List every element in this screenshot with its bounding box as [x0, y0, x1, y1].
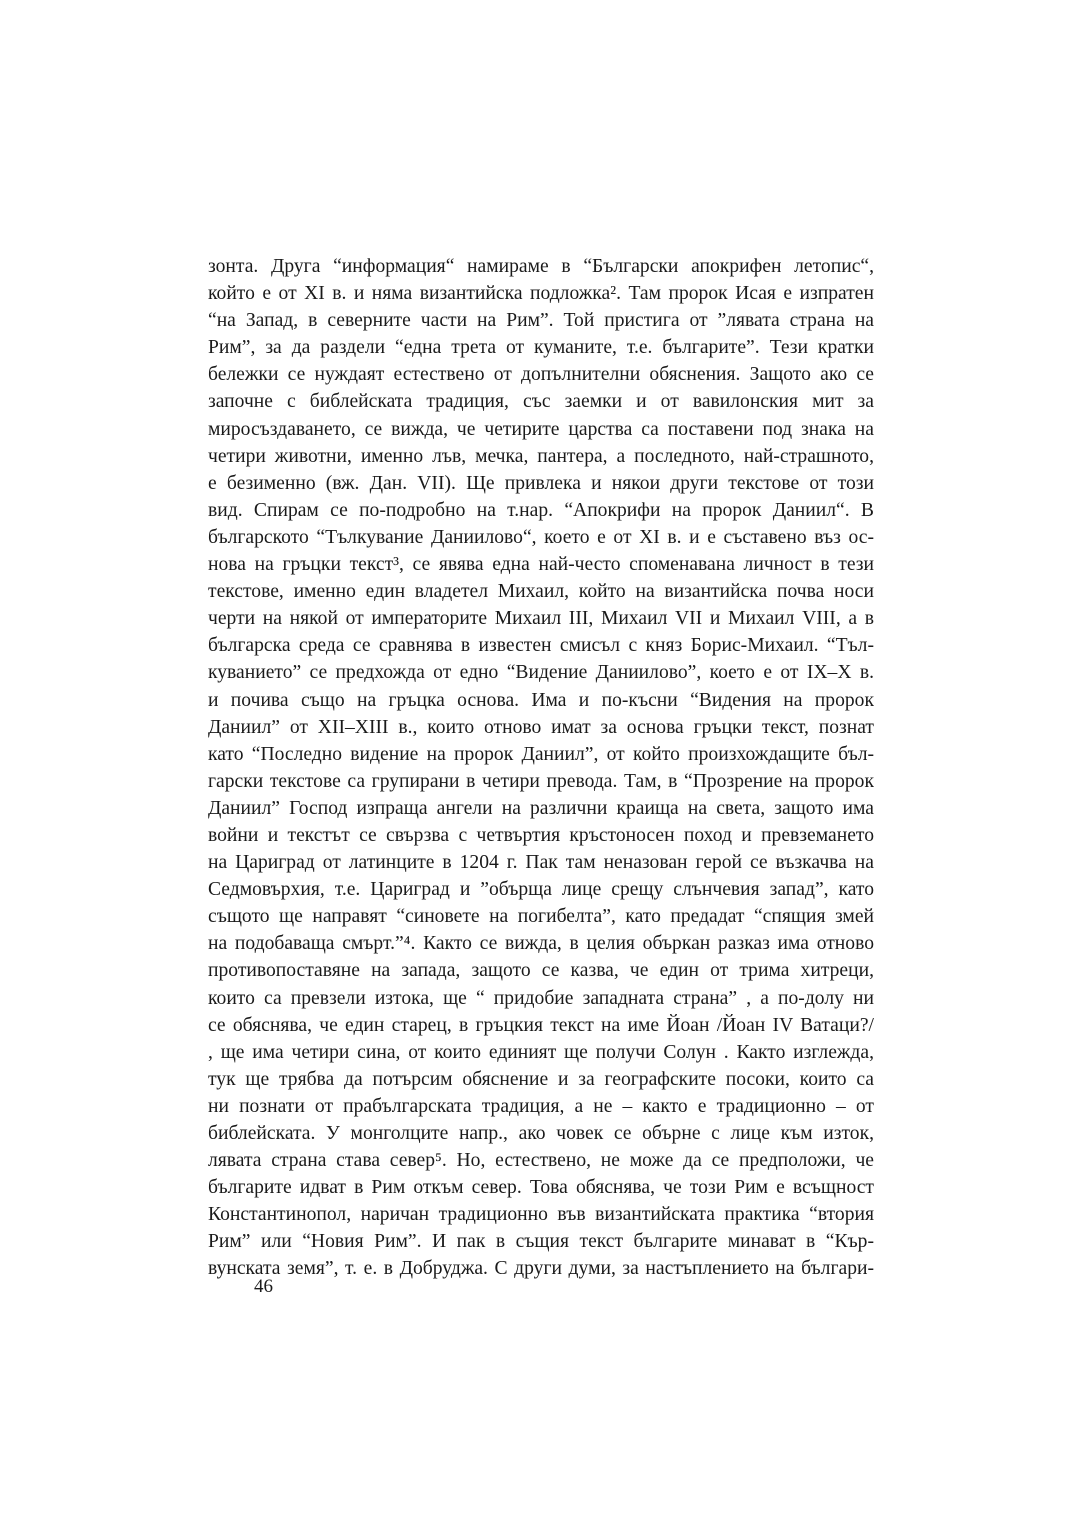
text-line: българското “Тълкувание Даниилово“, което е от XI в. и е съставено въз ос- — [208, 526, 874, 548]
text-line: лявата страна става север⁵. Но, естествено, не може да се предположи, че — [208, 1150, 874, 1172]
text-line: на Цариград от латинците в 1204 г. Пак там неназован герой се възкачва на — [208, 852, 874, 874]
text-line: започне с библейската традиция, със заемки и от вавилонския мит за — [208, 391, 874, 413]
text-line: нова на гръцки текст³, се явява една най-често споменавана личност в тези — [208, 554, 874, 576]
text-line: гарски текстове са групирани в четири превода. Там, в “Прозрение на пророк — [208, 770, 874, 792]
text-line: ни познати от прабългарската традиция, а не – както е традиционно – от — [208, 1095, 874, 1117]
text-line: на подобаваща смърт.”⁴. Както се вижда, в целия объркан разказ има отново — [208, 933, 874, 955]
text-line: е безименно (вж. Дан. VII). Ще привлека и някои други текстове от този — [208, 472, 874, 494]
text-line: зонта. Друга “информация“ намираме в “Български апокрифен летопис“, — [208, 256, 874, 277]
text-line: четири животни, именно лъв, мечка, пантера, а последното, най-страшното, — [208, 445, 874, 467]
text-line: бележки се нуждаят естествено от допълнителни обяснения. Защото ако се — [208, 364, 874, 386]
text-line: Даниил” от XII–XIII в., които отново имат за основа гръцки текст, познат — [208, 716, 874, 738]
text-line: българите идват в Рим откъм север. Това обяснява, че този Рим е всъщност — [208, 1177, 874, 1199]
text-line: миросъздаването, се вижда, че четирите царства са поставени под знака на — [208, 418, 874, 440]
text-line: вид. Спирам се по-подробно на т.нар. “Апокрифи на пророк Даниил“. В — [208, 499, 874, 521]
page-number: 46 — [254, 1276, 273, 1297]
text-line: които са превзели изтока, ще “ придобие западната страна” , а по-долу ни — [208, 987, 874, 1009]
text-line: Рим”, за да раздели “една трета от куманите, т.е. българите”. Тези кратки — [208, 337, 874, 359]
text-line: войни и текстът се свързва с четвъртия кръстоносен поход и превземането — [208, 824, 874, 846]
text-line: като “Последно видение на пророк Даниил”, от който произхождащите бъл- — [208, 743, 874, 765]
text-line: противопоставяне на запада, защото се казва, че един от трима хитреци, — [208, 960, 874, 982]
text-line: текстове, именно един владетел Михаил, който на византийска почва носи — [208, 581, 874, 603]
text-line: Седмовърхия, т.е. Цариград и ”обърща лице срещу слънчевия запад”, като — [208, 879, 874, 901]
body-text — [208, 253, 874, 1283]
text-line: , ще има четири сина, от които единият ще получи Солун . Както изглежда, — [208, 1041, 874, 1063]
text-line: българска среда се сравнява в известен смисъл с княз Борис-Михаил. “Тъл- — [208, 635, 874, 657]
text-line: тук ще трябва да потърсим обяснение и за географските посоки, които са — [208, 1068, 874, 1090]
text-line: Даниил” Господ изпраща ангели на различни краища на света, защото има — [208, 797, 874, 819]
text-line: Рим” или “Новия Рим”. И пак в същия текст българите минават в “Кър- — [208, 1231, 874, 1253]
text-line: който е от XI в. и няма византийска подложка². Там пророк Исая е изпратен — [208, 283, 874, 305]
text-line: и почива също на гръцка основа. Има и по-късни “Видения на пророк — [208, 689, 874, 711]
text-line: се обяснява, че един старец, в гръцкия текст на име Йоан /Йоан IV Ватаци?/ — [208, 1014, 874, 1036]
text-line: куванието” се предхожда от едно “Видение Даниилово”, което е от IX–X в. — [208, 662, 874, 684]
text-line: библейската. У монголците напр., ако човек се обърне с лице към изток, — [208, 1123, 874, 1144]
text-line: “на Запад, в северните части на Рим”. Той пристига от ”лявата страна на — [208, 310, 874, 332]
text-line: Константинопол, наричан традиционно във византийската практика “втория — [208, 1204, 874, 1226]
text-line: черти на някой от императорите Михаил III, Михаил VII и Михаил VIII, а в — [208, 608, 874, 630]
text-line: вунската земя”, т. е. в Добруджа. С други думи, за настъплението на българи- — [208, 1258, 874, 1280]
text-line: същото ще направят “синовете на погибелта”, като предадат “спящия змей — [208, 906, 874, 928]
